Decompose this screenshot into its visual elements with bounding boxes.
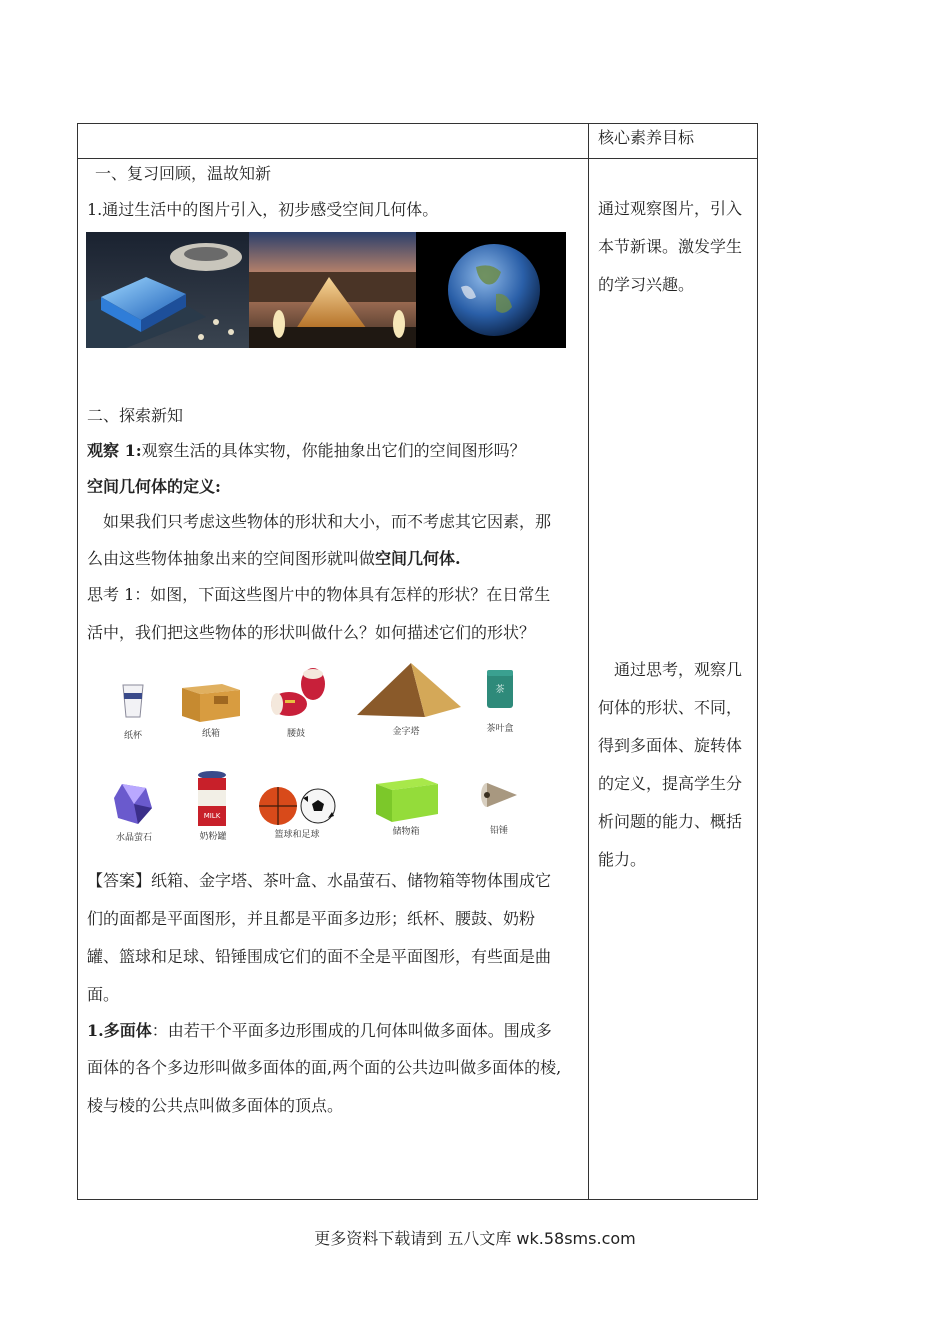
pyramid-image — [353, 661, 463, 723]
svg-text:MILK: MILK — [203, 812, 221, 820]
definition-line2 — [87, 549, 461, 569]
stadium-photo — [86, 232, 249, 348]
tea-tin-image — [484, 668, 516, 714]
earth-photo — [416, 232, 566, 348]
polyhedron-line3: 棱与棱的公共点叫做多面体的顶点。 — [87, 1096, 344, 1115]
answer-line1: 【答案】纸箱、金字塔、茶叶盒、水晶萤石、储物箱等物体围成它 — [87, 871, 552, 890]
milk-powder-can-image — [194, 770, 230, 832]
caption-waist-drum: 腰鼓 — [286, 729, 306, 739]
answer-line2: 们的面都是平面图形，并且都是平面多边形；纸杯、腰鼓、奶粉 — [87, 909, 536, 928]
goal-text-1: 通过观察图片，引入本节新课。激发学生的学习兴趣。 — [598, 199, 743, 294]
polyhedron-line1 — [87, 1021, 552, 1041]
section1-item1: 1.通过生活中的图片引入，初步感受空间几何体。 — [87, 200, 439, 219]
louvre-pyramid-photo — [249, 232, 416, 348]
caption-plumb-bob: 铅锤 — [489, 826, 509, 836]
observe-text: 观察生活的具体实物，你能抽象出它们的空间图形吗？ — [141, 441, 526, 460]
observe-label: 观察 1: — [87, 441, 142, 460]
answer-line4: 面。 — [87, 985, 120, 1004]
caption-cardboard-box: 纸箱 — [201, 729, 221, 739]
basketball-football-image — [258, 784, 338, 832]
caption-crystal-fluorite: 水晶萤石 — [115, 833, 153, 843]
header-divider — [77, 158, 758, 159]
caption-milk-powder-can: 奶粉罐 — [199, 832, 227, 842]
paper-cup-image — [120, 683, 146, 723]
think-line2: 活中，我们把这些物体的形状叫做什么？如何描述它们的形状？ — [87, 623, 536, 642]
column-divider — [588, 123, 589, 1200]
definition-line1: 如果我们只考虑这些物体的形状和大小，而不考虑其它因素，那 — [103, 512, 552, 531]
definition-title: 空间几何体的定义: — [87, 477, 221, 496]
plumb-bob-image — [479, 780, 519, 814]
polyhedron-term: 1.多面体 — [87, 1021, 152, 1040]
definition-term: 空间几何体. — [375, 549, 461, 568]
crystal-fluorite-image — [112, 780, 154, 832]
caption-storage-box: 储物箱 — [392, 827, 420, 837]
section1-heading: 一、复习回顾，温故知新 — [95, 164, 272, 183]
storage-box-image — [372, 770, 440, 828]
goal-text-2: 通过思考，观察几何体的形状、不同，得到多面体、旋转体的定义，提高学生分析问题的能力、概括能力。 — [598, 660, 743, 869]
polyhedron-line1-text: ：由若干个平面多边形围成的几何体叫做多面体。围成多 — [151, 1021, 552, 1040]
answer-line3: 罐、篮球和足球、铅锤围成它们的面不全是平面图形，有些面是曲 — [87, 947, 552, 966]
caption-paper-cup: 纸杯 — [123, 731, 143, 741]
header-core-goals: 核心素养目标 — [598, 128, 695, 147]
definition-line2-text: 么由这些物体抽象出来的空间图形就叫做 — [87, 549, 376, 568]
waist-drum-image — [267, 666, 331, 724]
section2-heading: 二、探索新知 — [87, 406, 184, 425]
svg-text:茶: 茶 — [495, 685, 505, 695]
cardboard-box-image — [178, 676, 244, 728]
caption-tea-tin: 茶叶盒 — [486, 724, 514, 734]
caption-pyramid: 金字塔 — [392, 727, 420, 737]
think-line1: 思考 1：如图，下面这些图片中的物体具有怎样的形状？在日常生 — [87, 585, 551, 604]
caption-basketball-football: 篮球和足球 — [274, 830, 320, 840]
footer-download-note: 更多资料下载请到 五八文库 wk.58sms.com — [314, 1229, 636, 1248]
polyhedron-line2: 面体的各个多边形叫做多面体的面,两个面的公共边叫做多面体的棱, — [87, 1058, 562, 1077]
observe-line — [87, 441, 526, 461]
